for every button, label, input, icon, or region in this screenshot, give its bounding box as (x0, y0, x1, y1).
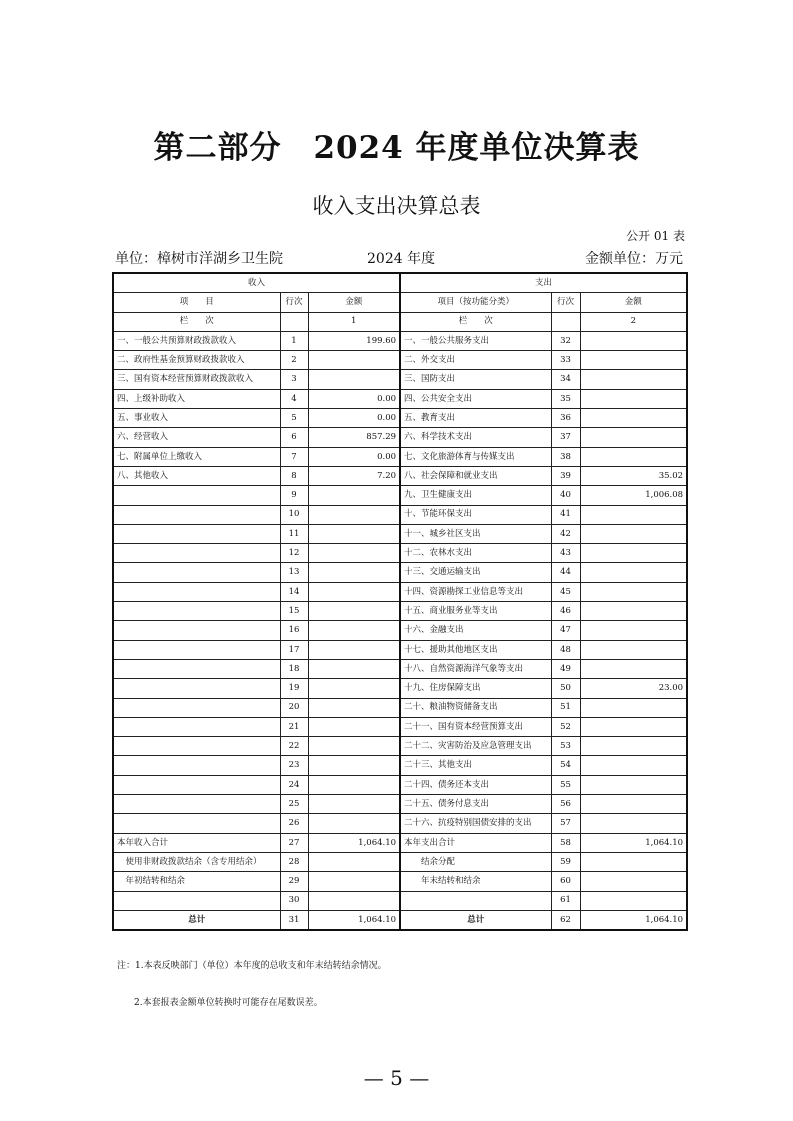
expense-amount: 1,006.08 (580, 486, 687, 505)
income-item: 三、国有资本经营预算财政拨款收入 (113, 370, 280, 389)
expense-item: 十八、自然资源海洋气象等支出 (400, 659, 551, 678)
income-item (113, 486, 280, 505)
expense-amount (580, 370, 687, 389)
income-amount: 0.00 (308, 447, 400, 466)
income-amount (308, 814, 400, 833)
income-amount (308, 737, 400, 756)
income-amount (308, 679, 400, 698)
income-item-header: 项 目 (113, 293, 280, 312)
expense-amount (580, 602, 687, 621)
table-row (113, 698, 687, 717)
expense-amount: 35.02 (580, 466, 687, 485)
expense-line: 53 (551, 737, 580, 756)
income-line: 28 (280, 852, 308, 871)
unit-name: 单位：樟树市洋湖乡卫生院 (115, 251, 283, 267)
table-row (113, 852, 687, 871)
table-row (113, 389, 687, 408)
expense-amount (580, 621, 687, 640)
expense-line: 36 (551, 409, 580, 428)
income-amount (308, 505, 400, 524)
income-item (113, 563, 280, 582)
expense-item: 十六、金融支出 (400, 621, 551, 640)
income-item (113, 756, 280, 775)
income-line: 16 (280, 621, 308, 640)
expense-line: 37 (551, 428, 580, 447)
table-row (113, 737, 687, 756)
income-item (113, 795, 280, 814)
table-row (113, 756, 687, 775)
table-row (113, 466, 687, 485)
expense-amount (580, 814, 687, 833)
income-amount (308, 602, 400, 621)
expense-item: 九、卫生健康支出 (400, 486, 551, 505)
table-row (113, 602, 687, 621)
unit-info-line (112, 248, 685, 266)
expense-amount (580, 852, 687, 871)
table-row (113, 486, 687, 505)
table-row (113, 505, 687, 524)
expense-item: 结余分配 (400, 852, 551, 871)
income-amount (308, 698, 400, 717)
income-item (113, 775, 280, 794)
income-item: 六、经营收入 (113, 428, 280, 447)
expense-amount (580, 582, 687, 601)
income-line: 14 (280, 582, 308, 601)
income-item (113, 737, 280, 756)
income-amount-header: 金额 (308, 293, 400, 312)
income-line: 24 (280, 775, 308, 794)
expense-amount-header: 金额 (580, 293, 687, 312)
expense-item: 十四、资源勘探工业信息等支出 (400, 582, 551, 601)
income-line: 15 (280, 602, 308, 621)
income-item (113, 717, 280, 736)
expense-item: 八、社会保障和就业支出 (400, 466, 551, 485)
expense-line: 43 (551, 544, 580, 563)
expense-item: 十九、住房保障支出 (400, 679, 551, 698)
expense-line: 40 (551, 486, 580, 505)
income-amount: 857.29 (308, 428, 400, 447)
income-line: 12 (280, 544, 308, 563)
expense-item (400, 891, 551, 910)
income-item: 五、事业收入 (113, 409, 280, 428)
expense-amount: 1,064.10 (580, 833, 687, 852)
expense-column-label: 栏 次 (400, 312, 551, 331)
table-row (113, 563, 687, 582)
expense-amount (580, 872, 687, 891)
income-line: 17 (280, 640, 308, 659)
income-line: 27 (280, 833, 308, 852)
income-line: 8 (280, 466, 308, 485)
expense-item: 三、国防支出 (400, 370, 551, 389)
expense-amount (580, 659, 687, 678)
expense-item: 总计 (400, 910, 551, 930)
income-amount (308, 775, 400, 794)
income-amount: 7.20 (308, 466, 400, 485)
income-line: 7 (280, 447, 308, 466)
income-amount: 0.00 (308, 389, 400, 408)
expense-line: 42 (551, 524, 580, 543)
income-amount (308, 370, 400, 389)
expense-amount (580, 351, 687, 370)
income-item (113, 602, 280, 621)
table-row (113, 872, 687, 891)
income-amount (308, 640, 400, 659)
expense-item: 二十三、其他支出 (400, 756, 551, 775)
expense-item: 六、科学技术支出 (400, 428, 551, 447)
income-line: 23 (280, 756, 308, 775)
expense-column-line-blank (551, 312, 580, 331)
expense-line: 52 (551, 717, 580, 736)
expense-item: 二十四、债务还本支出 (400, 775, 551, 794)
budget-table (112, 272, 688, 931)
expense-line: 46 (551, 602, 580, 621)
income-line-header: 行次 (280, 293, 308, 312)
expense-item: 二、外交支出 (400, 351, 551, 370)
expense-amount (580, 389, 687, 408)
expense-line: 57 (551, 814, 580, 833)
expense-line: 48 (551, 640, 580, 659)
notes (117, 958, 387, 1032)
total-row (113, 910, 687, 930)
table-title: 收入支出决算总表 (312, 194, 481, 218)
table-row (113, 775, 687, 794)
expense-amount (580, 717, 687, 736)
expense-column-number: 2 (580, 312, 687, 331)
income-column-number: 1 (308, 312, 400, 331)
expense-amount (580, 891, 687, 910)
table-row (113, 621, 687, 640)
expense-item: 十五、商业服务业等支出 (400, 602, 551, 621)
income-line: 20 (280, 698, 308, 717)
income-line: 29 (280, 872, 308, 891)
form-number: 公开 01 表 (626, 229, 685, 243)
expense-line: 59 (551, 852, 580, 871)
income-amount (308, 544, 400, 563)
income-line: 9 (280, 486, 308, 505)
expense-line: 49 (551, 659, 580, 678)
income-item (113, 544, 280, 563)
expense-line: 34 (551, 370, 580, 389)
income-item (113, 679, 280, 698)
income-item (113, 640, 280, 659)
income-line: 22 (280, 737, 308, 756)
income-amount (308, 486, 400, 505)
expense-line: 50 (551, 679, 580, 698)
header-row-columns (113, 293, 687, 312)
table-row (113, 659, 687, 678)
income-item (113, 621, 280, 640)
expense-line: 44 (551, 563, 580, 582)
income-item: 年初结转和结余 (113, 872, 280, 891)
expense-line: 45 (551, 582, 580, 601)
amount-unit: 金额单位：万元 (585, 251, 683, 267)
header-row-sections (113, 273, 687, 293)
income-item (113, 891, 280, 910)
income-item (113, 505, 280, 524)
income-line: 19 (280, 679, 308, 698)
table-row (113, 833, 687, 852)
table-row (113, 370, 687, 389)
income-column-label: 栏 次 (113, 312, 280, 331)
table-row (113, 447, 687, 466)
expense-item: 十三、交通运输支出 (400, 563, 551, 582)
income-item: 使用非财政拨款结余（含专用结余） (113, 852, 280, 871)
income-line: 18 (280, 659, 308, 678)
table-row (113, 409, 687, 428)
expense-item: 年末结转和结余 (400, 872, 551, 891)
income-line: 25 (280, 795, 308, 814)
page-number: — 5 — (363, 1066, 430, 1090)
table-row (113, 331, 687, 350)
income-column-line-blank (280, 312, 308, 331)
income-item (113, 659, 280, 678)
expense-item: 十一、城乡社区支出 (400, 524, 551, 543)
table-row (113, 640, 687, 659)
income-item (113, 814, 280, 833)
income-amount (308, 891, 400, 910)
income-amount (308, 351, 400, 370)
income-line: 11 (280, 524, 308, 543)
income-amount: 1,064.10 (308, 833, 400, 852)
expense-amount (580, 544, 687, 563)
income-item: 二、政府性基金预算财政拨款收入 (113, 351, 280, 370)
expense-line: 61 (551, 891, 580, 910)
expense-item: 本年支出合计 (400, 833, 551, 852)
income-amount (308, 795, 400, 814)
table-row (113, 544, 687, 563)
page-title: 第二部分 2024 年度单位决算表 (153, 130, 640, 166)
income-item: 总计 (113, 910, 280, 930)
income-amount (308, 852, 400, 871)
expense-item: 十、节能环保支出 (400, 505, 551, 524)
income-line: 3 (280, 370, 308, 389)
expense-item: 四、公共安全支出 (400, 389, 551, 408)
income-item: 一、一般公共预算财政拨款收入 (113, 331, 280, 350)
income-amount: 1,064.10 (308, 910, 400, 930)
expense-line: 55 (551, 775, 580, 794)
expense-amount (580, 775, 687, 794)
table-row (113, 679, 687, 698)
income-line: 5 (280, 409, 308, 428)
table-row (113, 351, 687, 370)
income-amount (308, 717, 400, 736)
expense-line: 38 (551, 447, 580, 466)
expense-line: 51 (551, 698, 580, 717)
table-row (113, 428, 687, 447)
income-header: 收入 (113, 273, 400, 293)
expense-line: 58 (551, 833, 580, 852)
expense-line: 32 (551, 331, 580, 350)
expense-amount (580, 524, 687, 543)
expense-amount: 23.00 (580, 679, 687, 698)
expense-line: 54 (551, 756, 580, 775)
expense-amount (580, 505, 687, 524)
table-row (113, 814, 687, 833)
income-line: 10 (280, 505, 308, 524)
income-line: 13 (280, 563, 308, 582)
expense-line: 60 (551, 872, 580, 891)
income-item: 本年收入合计 (113, 833, 280, 852)
table-row (113, 891, 687, 910)
income-item: 八、其他收入 (113, 466, 280, 485)
income-amount (308, 524, 400, 543)
income-line: 30 (280, 891, 308, 910)
expense-item: 一、一般公共服务支出 (400, 331, 551, 350)
expense-line: 39 (551, 466, 580, 485)
expense-amount (580, 698, 687, 717)
expense-header: 支出 (400, 273, 687, 293)
expense-amount (580, 428, 687, 447)
income-amount (308, 582, 400, 601)
expense-item: 十七、援助其他地区支出 (400, 640, 551, 659)
expense-line: 62 (551, 910, 580, 930)
expense-amount (580, 756, 687, 775)
income-amount (308, 659, 400, 678)
header-row-column-numbers (113, 312, 687, 331)
table-row (113, 795, 687, 814)
expense-line: 41 (551, 505, 580, 524)
income-amount: 0.00 (308, 409, 400, 428)
expense-item: 二十六、抗疫特别国债安排的支出 (400, 814, 551, 833)
expense-amount (580, 640, 687, 659)
income-item (113, 698, 280, 717)
table-row (113, 717, 687, 736)
income-item: 四、上级补助收入 (113, 389, 280, 408)
expense-amount (580, 447, 687, 466)
income-line: 26 (280, 814, 308, 833)
expense-line: 56 (551, 795, 580, 814)
expense-amount (580, 795, 687, 814)
note-1: 注：1.本表反映部门（单位）本年度的总收支和年末结转结余情况。 (117, 961, 387, 971)
expense-line-header: 行次 (551, 293, 580, 312)
expense-item: 五、教育支出 (400, 409, 551, 428)
income-line: 6 (280, 428, 308, 447)
income-amount (308, 621, 400, 640)
income-line: 4 (280, 389, 308, 408)
table-row (113, 582, 687, 601)
income-line: 2 (280, 351, 308, 370)
note-2: 2.本套报表金额单位转换时可能存在尾数误差。 (134, 998, 323, 1008)
income-amount (308, 563, 400, 582)
income-line: 21 (280, 717, 308, 736)
expense-item: 二十二、灾害防治及应急管理支出 (400, 737, 551, 756)
expense-amount: 1,064.10 (580, 910, 687, 930)
expense-item: 十二、农林水支出 (400, 544, 551, 563)
expense-line: 33 (551, 351, 580, 370)
income-item (113, 582, 280, 601)
income-amount: 199.60 (308, 331, 400, 350)
income-item (113, 524, 280, 543)
expense-amount (580, 563, 687, 582)
expense-item: 二十五、债务付息支出 (400, 795, 551, 814)
fiscal-year: 2024 年度 (367, 251, 436, 267)
expense-line: 35 (551, 389, 580, 408)
table-row (113, 524, 687, 543)
expense-item: 二十、粮油物资储备支出 (400, 698, 551, 717)
expense-item: 七、文化旅游体育与传媒支出 (400, 447, 551, 466)
expense-item: 二十一、国有资本经营预算支出 (400, 717, 551, 736)
expense-line: 47 (551, 621, 580, 640)
expense-amount (580, 409, 687, 428)
income-line: 1 (280, 331, 308, 350)
expense-item-header: 项目（按功能分类） (400, 293, 551, 312)
income-amount (308, 872, 400, 891)
income-amount (308, 756, 400, 775)
expense-amount (580, 737, 687, 756)
income-item: 七、附属单位上缴收入 (113, 447, 280, 466)
expense-amount (580, 331, 687, 350)
income-line: 31 (280, 910, 308, 930)
